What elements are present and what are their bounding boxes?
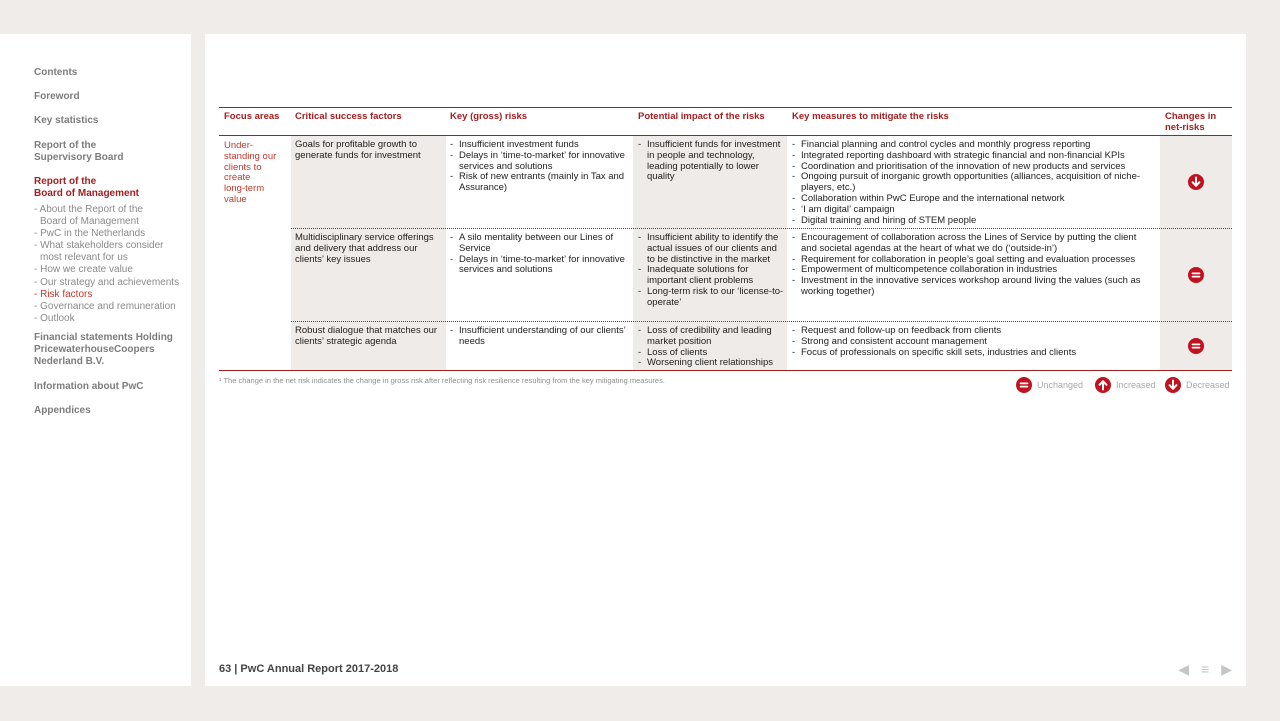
- sub-nav-risk-factors[interactable]: - Risk factors: [34, 288, 93, 300]
- header-critical-success-factors: Critical success factors: [295, 111, 402, 122]
- focus-line: Under-: [224, 140, 254, 151]
- measure-item: - Encouragement of collaboration across the Lines of Service by putting the client and societal agendas at the heart of what we do (‘outside-in’): [792, 233, 1154, 255]
- equals-icon: [1188, 267, 1204, 283]
- measure-item: - Focus of professionals on specific skill sets, industries and clients: [792, 348, 1154, 359]
- previous-page-icon[interactable]: ◀: [1178, 661, 1190, 677]
- impact-item: - Loss of clients: [638, 348, 785, 359]
- sub-nav-create-value[interactable]: - How we create value: [34, 264, 133, 276]
- nav-key-statistics[interactable]: Key statistics: [34, 115, 99, 126]
- impact-cell: [638, 140, 785, 183]
- page-footer-label: 63 | PwC Annual Report 2017-2018: [219, 663, 399, 675]
- nav-supervisory-line-2: Supervisory Board: [34, 152, 124, 163]
- focus-line: value: [224, 193, 247, 205]
- nav-management-line-1: Report of the: [34, 176, 97, 187]
- nav-financial-line-1: Financial statements Holding: [34, 332, 173, 343]
- risk-item: - Insufficient understanding of our clients’ needs: [450, 326, 630, 348]
- risk-item: - A silo mentality between our Lines of Service: [450, 233, 630, 255]
- legend-unchanged-label: Unchanged: [1037, 380, 1084, 390]
- measures-cell: [792, 233, 1154, 298]
- header-key-measures: Key measures to mitigate the risks: [792, 111, 949, 122]
- footnote: ¹ The change in the net risk indicates the change in gross risk after reflecting risk resilience resulting from the key mitigating measures.: [219, 376, 665, 385]
- legend-increased-label: Increased: [1116, 380, 1156, 390]
- table-row: [219, 229, 1232, 322]
- page-navigation: [1178, 662, 1232, 676]
- measure-item: - ‘I am digital’ campaign: [792, 205, 1150, 216]
- nav-foreword[interactable]: Foreword: [34, 91, 80, 102]
- report-page: [205, 34, 1246, 686]
- legend-unchanged: [1016, 377, 1083, 393]
- nav-contents[interactable]: Contents: [34, 67, 78, 78]
- sub-nav-about-cont[interactable]: Board of Management: [40, 216, 139, 228]
- sub-nav-list: [34, 204, 179, 325]
- nav-appendices[interactable]: Appendices: [34, 405, 91, 416]
- impact-cell: [638, 233, 785, 309]
- nav-management-line-2: Board of Management: [34, 188, 140, 199]
- nav-board-of-management[interactable]: [34, 176, 139, 200]
- csf-cell: Multidisciplinary service offerings and delivery that address our clients’ key issues: [295, 232, 434, 265]
- impact-item: - Insufficient ability to identify the actual issues of our clients and to be distinctive in the market: [638, 233, 785, 265]
- nav-financial-line-3: Nederland B.V.: [34, 356, 105, 367]
- legend-increased: [1095, 377, 1156, 393]
- measures-cell: [792, 140, 1150, 226]
- table-row: [219, 136, 1232, 229]
- header-focus-areas: Focus areas: [224, 111, 280, 122]
- risk-item: - Insufficient investment funds: [450, 140, 630, 151]
- measure-item: - Financial planning and control cycles and monthly progress reporting: [792, 140, 1150, 151]
- measure-item: - Request and follow-up on feedback from clients: [792, 326, 1154, 337]
- nav-supervisory-board[interactable]: [34, 140, 123, 164]
- arrow-down-icon: [1165, 377, 1181, 393]
- nav-supervisory-line-1: Report of the: [34, 140, 97, 151]
- impact-item: - Inadequate solutions for important client problems: [638, 265, 785, 287]
- measure-item: - Integrated reporting dashboard with strategic financial and non-financial KPIs: [792, 151, 1150, 162]
- nav-financial-statements[interactable]: [34, 332, 173, 368]
- csf-cell: Robust dialogue that matches our clients’ strategic agenda: [295, 325, 438, 347]
- measure-item: - Ongoing pursuit of inorganic growth opportunities (alliances, acquisition of niche-players, etc.): [792, 172, 1150, 194]
- arrow-up-icon: [1095, 377, 1111, 393]
- sidebar-nav: [0, 34, 191, 686]
- table-header: [219, 108, 1232, 136]
- impact-item: - Long-term risk to our ‘license-to-operate’: [638, 287, 785, 309]
- risk-table: [219, 107, 1232, 371]
- nav-information-about-pwc[interactable]: Information about PwC: [34, 381, 144, 392]
- impact-cell: [638, 326, 785, 369]
- sub-nav-stakeholders[interactable]: - What stakeholders consider: [34, 240, 164, 252]
- impact-item: - Worsening client relationships: [638, 358, 785, 369]
- arrow-down-icon: [1188, 174, 1204, 190]
- focus-line: create: [224, 172, 251, 184]
- measure-item: - Requirement for collaboration in people’s goal setting and evaluation processes: [792, 255, 1154, 266]
- risks-cell: [450, 140, 630, 194]
- header-changes: [1165, 111, 1216, 133]
- sub-nav-stakeholders-cont[interactable]: most relevant for us: [40, 252, 128, 264]
- focus-line: long-term: [224, 183, 265, 195]
- measure-item: - Digital training and hiring of STEM people: [792, 216, 1150, 227]
- measure-item: - Strong and consistent account management: [792, 337, 1154, 348]
- equals-icon: [1188, 338, 1204, 354]
- measure-item: - Coordination and prioritisation of the innovation of new products and services: [792, 162, 1150, 173]
- measure-item: - Investment in the innovative services workshop around living the values (such as working together): [792, 276, 1154, 298]
- csf-cell: Goals for profitable growth to generate funds for investment: [295, 139, 421, 161]
- measure-item: - Empowerment of multicompetence collaboration in industries: [792, 265, 1154, 276]
- risk-item: - Delays in ‘time-to-market’ for innovative services and solutions: [450, 151, 630, 173]
- sub-nav-about[interactable]: - About the Report of the: [34, 204, 143, 215]
- header-changes-line-2: net-risks: [1165, 122, 1205, 133]
- legend-decreased: [1165, 377, 1230, 393]
- header-changes-line-1: Changes in: [1165, 111, 1217, 122]
- header-potential-impact: Potential impact of the risks: [638, 111, 765, 122]
- header-key-risks: Key (gross) risks: [450, 111, 528, 122]
- equals-icon: [1016, 377, 1032, 393]
- risks-cell: [450, 233, 630, 276]
- next-page-icon[interactable]: ▶: [1221, 661, 1232, 677]
- legend-decreased-label: Decreased: [1186, 380, 1230, 390]
- measures-cell: [792, 326, 1154, 358]
- impact-item: - Loss of credibility and leading market position: [638, 326, 785, 348]
- focus-line: standing our: [224, 150, 277, 162]
- sub-nav-strategy[interactable]: - Our strategy and achievements: [34, 276, 180, 288]
- table-row: [219, 322, 1232, 371]
- risks-cell: [450, 326, 630, 348]
- sub-nav-outlook[interactable]: - Outlook: [34, 312, 75, 324]
- measure-item: - Collaboration within PwC Europe and the international network: [792, 194, 1150, 205]
- focus-line: clients to: [224, 161, 262, 173]
- menu-icon[interactable]: ≡: [1201, 661, 1210, 677]
- risk-item: - Delays in ‘time-to-market’ for innovative services and solutions: [450, 255, 630, 277]
- sub-nav-pwc-netherlands[interactable]: - PwC in the Netherlands: [34, 228, 146, 240]
- risk-item: - Risk of new entrants (mainly in Tax and Assurance): [450, 172, 630, 194]
- nav-financial-line-2: PricewaterhouseCoopers: [34, 344, 155, 355]
- sub-nav-governance[interactable]: - Governance and remuneration: [34, 300, 176, 312]
- impact-item: - Insufficient funds for investment in people and technology, leading potentially to lower quality: [638, 140, 785, 183]
